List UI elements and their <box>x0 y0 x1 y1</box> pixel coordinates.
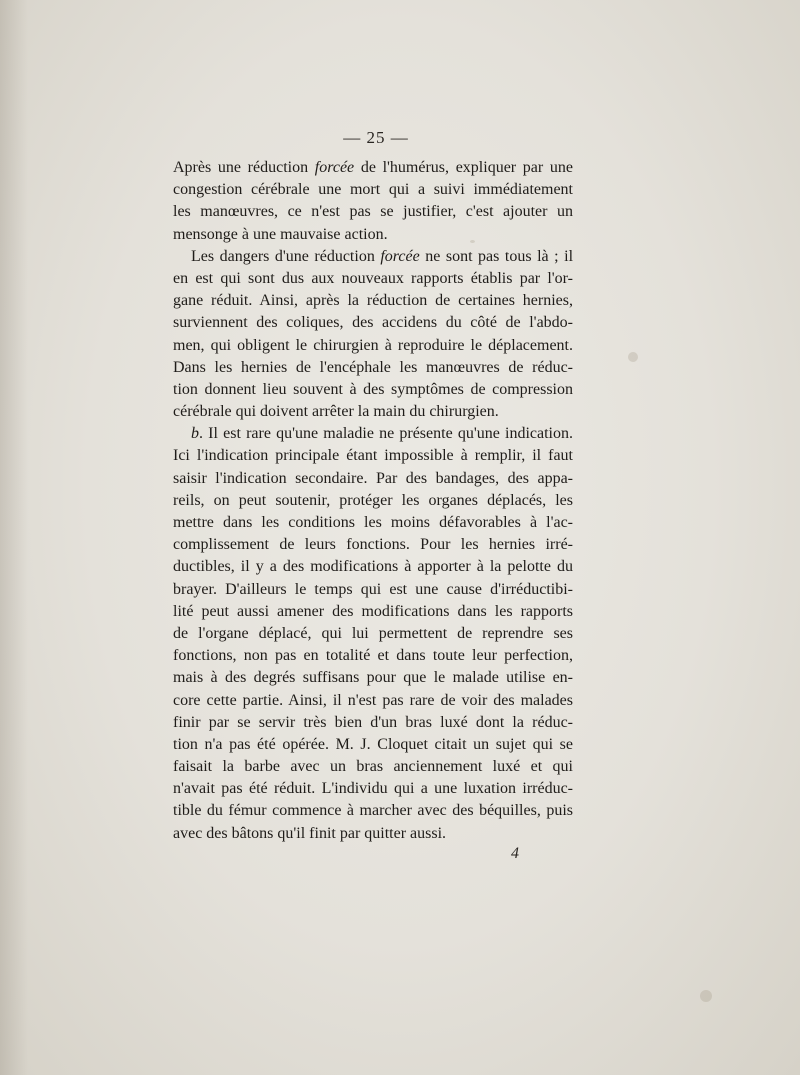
gutter-shadow <box>0 0 28 1075</box>
text-line: ductibles, il y a des modifications à apporter à la pelotte du <box>173 558 573 576</box>
text-line: mettre dans les conditions les moins défavorables à l'ac- <box>173 514 573 531</box>
text-line: gane réduit. Ainsi, après la réduction de certaines hernies, <box>173 292 573 310</box>
text-line: fonctions, non pas en totalité et dans toute leur perfection, <box>173 647 573 665</box>
text-line: complissement de leurs fonctions. Pour les hernies irré- <box>173 536 573 554</box>
text-line: surviennent des coliques, des accidens du côté de l'abdo- <box>173 314 573 332</box>
text-line: mensonge à une mauvaise action. <box>173 225 388 243</box>
text-line: cérébrale qui doivent arrêter la main du chirurgien. <box>173 403 499 421</box>
text-line: tible du fémur commence à marcher avec des béquilles, puis <box>173 802 573 820</box>
text-line: avec des bâtons qu'il finit par quitter aussi. <box>173 824 447 842</box>
text-line: les manœuvres, ce n'est pas se justifier, c'est ajouter un <box>173 203 573 221</box>
paper-speck <box>628 352 638 362</box>
page-number: — 25 — <box>343 128 409 147</box>
text-line: Ici l'indication principale étant impossible à remplir, il faut <box>173 447 573 465</box>
text-line: saisir l'indication secondaire. Par des bandages, des appa- <box>173 469 573 487</box>
text-line: men, qui obligent le chirurgien à reproduire le déplacement. <box>173 336 573 354</box>
paper-speck <box>470 240 475 243</box>
text-line: mais à des degrés suffisans pour que le malade utilise en- <box>173 669 573 687</box>
text-line: finir par se servir très bien d'un bras luxé dont la réduc- <box>173 713 573 731</box>
body-text <box>173 157 573 845</box>
text-line: Après une réduction forcée de l'humérus, expliquer par une <box>173 159 574 176</box>
text-line: faisait la barbe avec un bras anciennement luxé et qui <box>173 758 573 776</box>
text-line: de l'organe déplacé, qui lui permettent de reprendre ses <box>173 624 573 642</box>
text-line: b. Il est rare qu'une maladie ne présente qu'une indication. <box>191 425 573 443</box>
text-line: n'avait pas été réduit. L'individu qui a une luxation irréduc- <box>173 780 573 798</box>
text-line: Les dangers d'une réduction forcée ne sont pas tous là ; il <box>191 247 574 265</box>
text-line: lité peut aussi amener des modifications dans les rapports <box>173 602 573 620</box>
text-line: tion n'a pas été opérée. M. J. Cloquet citait un sujet qui se <box>173 735 573 753</box>
text-line: brayer. D'ailleurs le temps qui est une cause d'irréductibi- <box>173 580 573 598</box>
text-line: en est qui sont dus aux nouveaux rapports établis par l'or- <box>173 269 573 287</box>
text-line: tion donnent lieu souvent à des symptômes de compression <box>173 380 573 398</box>
text-line: Dans les hernies de l'encéphale les manœuvres de réduc- <box>173 358 573 376</box>
text-line: core cette partie. Ainsi, il n'est pas rare de voir des malades <box>173 691 573 709</box>
paper-speck <box>700 990 712 1002</box>
text-line: congestion cérébrale une mort qui a suivi immédiatement <box>173 181 573 199</box>
text-line: reils, on peut soutenir, protéger les organes déplacés, les <box>173 491 573 509</box>
signature-mark: 4 <box>511 845 519 862</box>
